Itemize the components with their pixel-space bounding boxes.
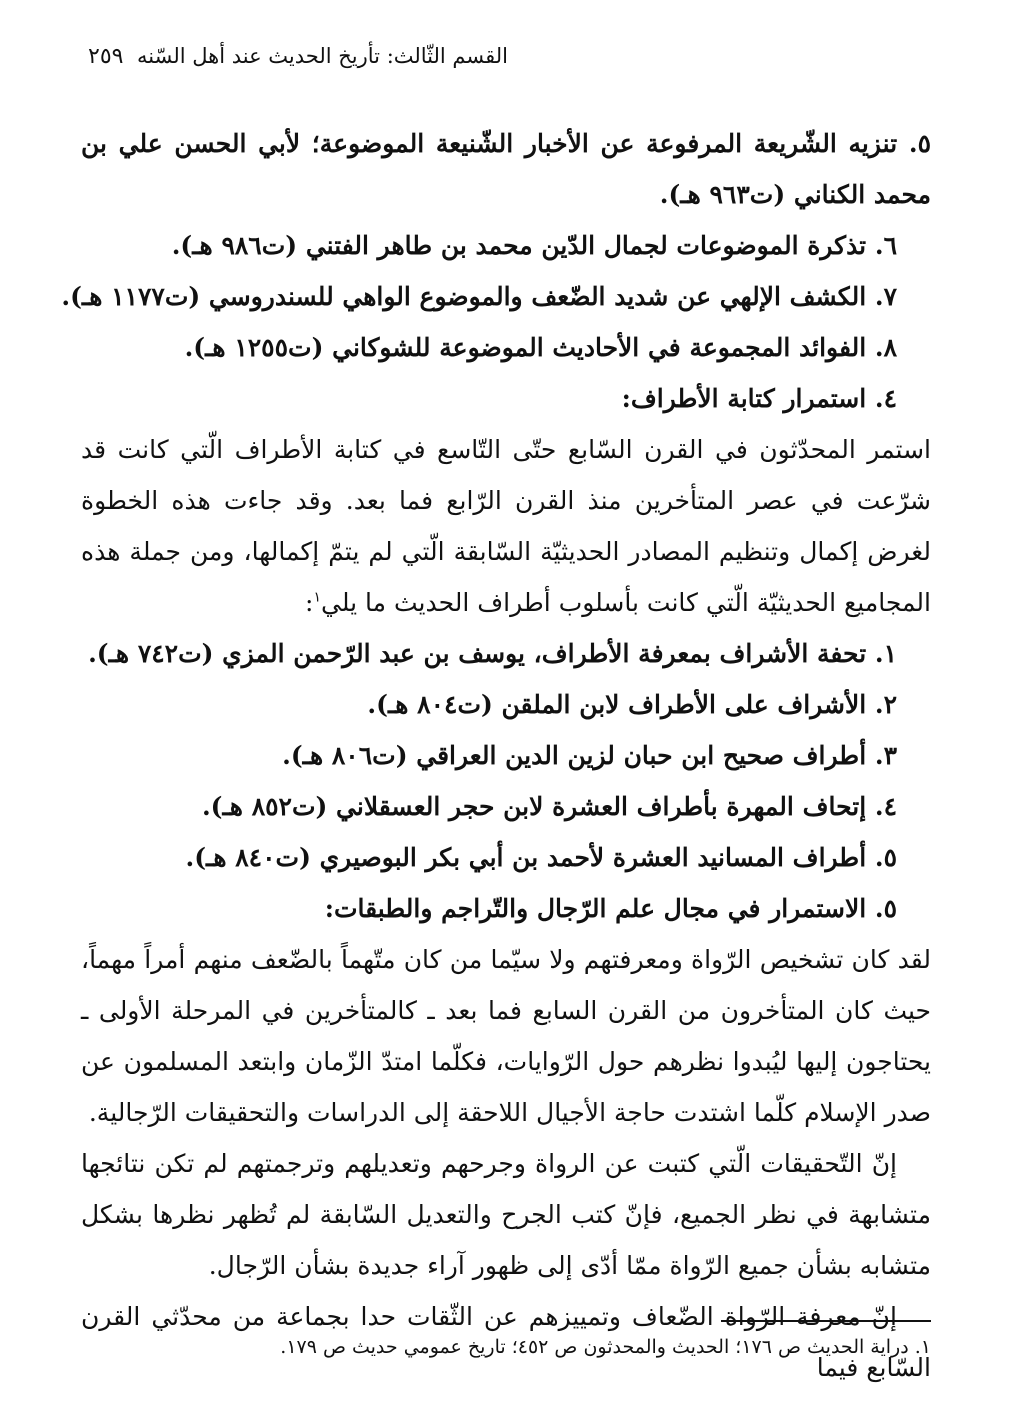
list-item: ٧. الكشف الإلهي عن شديد الضّعف والموضوع الواهي للسندروسي (ت١١٧٧ هـ). (61, 282, 897, 311)
paragraph: إنّ معرفة الرّواة الضّعاف وتمييزهم عن الثّقات حدا بجماعة من محدّثي القرن السّابع فيما (81, 1302, 931, 1382)
list-item: ٢. الأشراف على الأطراف لابن الملقن (ت٨٠٤ هـ). (367, 690, 897, 719)
page-number: ٢٥٩ (88, 44, 124, 69)
paragraph-text: استمر المحدّثون في القرن السّابع حتّى التّاسع في كتابة الأطراف الّتي كانت قد شرّعت في عصر المتأخرين منذ القرن الرّابع فما بعد. وقد جاءت هذه الخطوة لغرض إكمال وتنظيم المصادر الحديثيّة السّابقة الّتي لم يتمّ إكمالها، ومن جملة هذه المجاميع الحديثيّة الّتي كانت بأسلوب أطراف الحديث ما يلي (81, 435, 931, 617)
header-title: القسم الثّالث: تأريخ الحديث عند أهل السّنه (136, 44, 508, 68)
list-item: ٣. أطراف صحيح ابن حبان لزين الدين العراقي (ت٨٠٦ هـ). (282, 741, 897, 770)
footnote-ref: ١ (313, 589, 321, 606)
list-item: ٤. إتحاف المهرة بأطراف العشرة لابن حجر العسقلاني (ت٨٥٢ هـ). (201, 792, 897, 821)
list-item: ٥. تنزيه الشّريعة المرفوعة عن الأخبار الشّنيعة الموضوعة؛ لأبي الحسن علي بن محمد الكناني (ت٩٦٣ هـ). (81, 129, 931, 209)
paragraph-end: : (305, 588, 314, 617)
list-item: ٦. تذكرة الموضوعات لجمال الدّين محمد بن طاهر الفتني (ت٩٨٦ هـ). (171, 231, 897, 260)
list-item: ١. تحفة الأشراف بمعرفة الأطراف، يوسف بن عبد الرّحمن المزي (ت٧٤٢ هـ). (88, 639, 897, 668)
footnote-separator (721, 1320, 931, 1322)
section-heading: ٥. الاستمرار في مجال علم الرّجال والتّراجم والطبقات: (324, 894, 897, 923)
paragraph (81, 424, 931, 628)
paragraph: إنّ التّحقيقات الّتي كتبت عن الرواة وجرحهم وتعديلهم وترجمتهم لم تكن نتائجها متشابهة في نظر الجميع، فإنّ كتب الجرح والتعديل السّابقة لم تُظهر نظرها بشكل متشابه بشأن جميع الرّواة ممّا أدّى إلى ظهور آراء جديدة بشأن الرّجال. (81, 1149, 931, 1280)
paragraph: لقد كان تشخيص الرّواة ومعرفتهم ولا سيّما من كان متّهماً بالضّعف منهم أمراً مهماً، حيث كان المتأخرون من القرن السابع فما بعد ـ كالمتأخرين في المرحلة الأولى ـ يحتاجون إليها ليُبدوا نظرهم حول الرّوايات، فكلّما امتدّ الزّمان وابتعد المسلمون عن صدر الإسلام كلّما اشتدت حاجة الأجيال اللاحقة إلى الدراسات والتحقيقات الرّجالية. (81, 945, 931, 1127)
list-item: ٥. أطراف المسانيد العشرة لأحمد بن أبي بكر البوصيري (ت٨٤٠ هـ). (185, 843, 897, 872)
list-item: ٨. الفوائد المجموعة في الأحاديث الموضوعة للشوكاني (ت١٢٥٥ هـ). (184, 333, 897, 362)
running-header (88, 44, 508, 69)
footnote: ١. دراية الحديث ص ١٧٦؛ الحديث والمحدثون ص ٤٥٢؛ تاريخ عمومي حديث ص ١٧٩. (280, 1336, 931, 1358)
section-heading: ٤. استمرار كتابة الأطراف: (621, 384, 897, 413)
main-text (61, 118, 931, 1393)
